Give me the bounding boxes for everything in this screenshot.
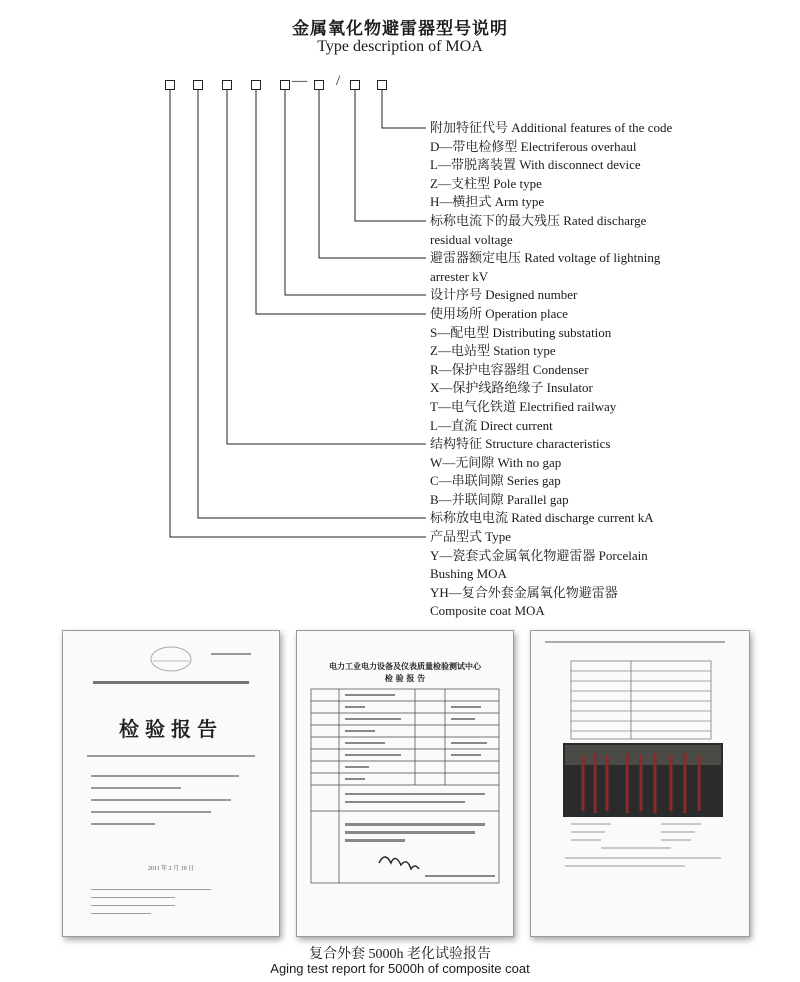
caption-cn: 复合外套 5000h 老化试验报告 xyxy=(309,947,491,962)
line-porcelain-cont: Bushing MOA xyxy=(430,566,507,581)
report-cover-thumbnail xyxy=(62,630,280,937)
report-title: 检验报告 xyxy=(119,717,223,741)
line-parallel-gap: B—并联间隙 Parallel gap xyxy=(430,492,569,507)
line-additional-features: 附加特征代号 Additional features of the code xyxy=(430,120,673,135)
line-composite: YH—复合外套金属氧化物避雷器 xyxy=(430,585,618,600)
line-residual-voltage: 标称电流下的最大残压 Rated discharge xyxy=(430,213,647,228)
line-electrified-railway: T—电气化铁道 Electrified railway xyxy=(430,399,617,414)
line-series-gap: C—串联间隙 Series gap xyxy=(430,473,561,488)
report-table-thumbnail xyxy=(296,630,514,937)
line-structure-characteristics: 结构特征 Structure characteristics xyxy=(430,436,611,451)
line-composite-cont: Composite coat MOA xyxy=(430,603,545,618)
line-distributing-substation: S—配电型 Distributing substation xyxy=(430,325,612,340)
report-photo-thumbnail xyxy=(530,630,750,937)
line-no-gap: W—无间隙 With no gap xyxy=(430,455,562,470)
line-pole-type: Z—支柱型 Pole type xyxy=(430,176,542,191)
line-electriferous-overhaul: D—带电检修型 Electriferous overhaul xyxy=(430,139,637,154)
line-rated-voltage-cont: arrester kV xyxy=(430,269,489,284)
line-operation-place: 使用场所 Operation place xyxy=(430,306,568,321)
caption-en: Aging test report for 5000h of composite coat xyxy=(270,961,530,976)
report-photo-page xyxy=(531,631,749,936)
line-product-type: 产品型式 Type xyxy=(430,529,512,544)
code-dash: — xyxy=(292,73,307,89)
report-date: 2011 年 2 月 19 日 xyxy=(147,866,195,872)
line-porcelain: Y—瓷套式金属氧化物避雷器 Porcelain xyxy=(430,548,648,563)
seal-icon xyxy=(63,631,279,936)
report-subheading: 检 验 报 告 xyxy=(384,674,426,683)
line-residual-voltage-cont: residual voltage xyxy=(430,232,513,247)
line-rated-voltage: 避雷器额定电压 Rated voltage of lightning xyxy=(430,250,661,265)
line-condenser: R—保护电容器组 Condenser xyxy=(430,362,589,377)
report-heading: 电力工业电力设备及仪表质量检验测试中心 xyxy=(329,662,481,671)
line-direct-current: L—直流 Direct current xyxy=(430,418,553,433)
line-discharge-current: 标称放电电流 Rated discharge current kA xyxy=(430,510,654,525)
line-insulator: X—保护线路绝缘子 Insulator xyxy=(430,380,593,395)
report-table xyxy=(297,631,513,936)
line-station-type: Z—电站型 Station type xyxy=(430,343,556,358)
line-designed-number: 设计序号 Designed number xyxy=(430,287,578,302)
line-arm-type: H—横担式 Arm type xyxy=(430,194,545,209)
page-title: 金属氧化物避雷器型号说明 xyxy=(292,19,508,39)
code-slash: / xyxy=(336,73,341,89)
page-subtitle: Type description of MOA xyxy=(317,38,483,55)
line-disconnect-device: L—带脱离装置 With disconnect device xyxy=(430,157,641,172)
